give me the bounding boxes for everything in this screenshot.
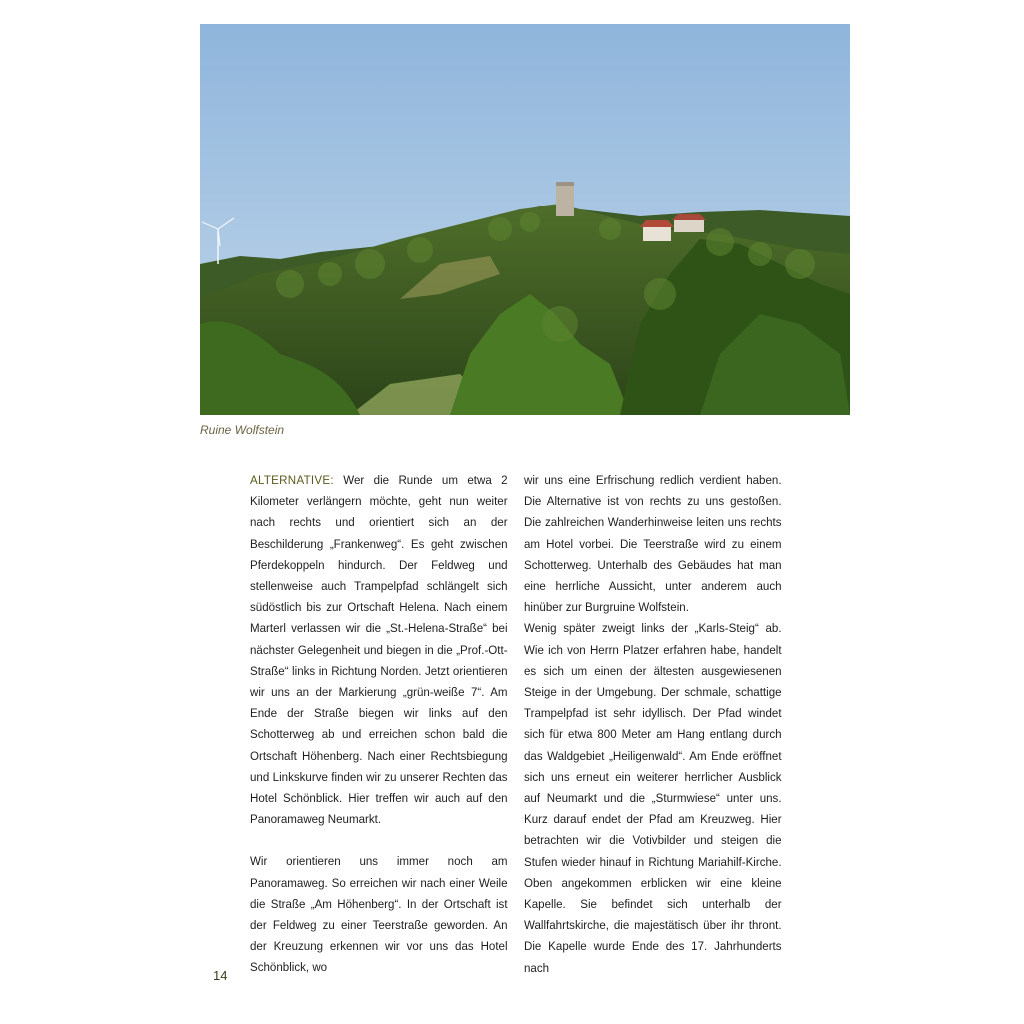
- paragraph: Wenig später zweigt links der „Karls-Steig“ ab. Wie ich von Herrn Platzer erfahren habe, handelt es sich um einen der ältesten ausgewiesenen Steige in der Umgebung. Der schmale, schattige Trampelpfad ist sehr idyllisch. Der Pfad windet sich für etwa 800 Meter am Hang entlang durch das Waldgebiet „Heiligenwald“. Am Ende eröffnet sich uns erneut ein weiterer herrlicher Ausblick auf Neumarkt und die „Sturmwiese“ unter uns. Kurz darauf endet der Pfad am Kreuzweg. Hier betrachten wir die Votivbilder und steigen die Stufen wieder hinauf in Richtung Mariahilf-Kirche. Oben angekommen erblicken wir eine kleine Kapelle. Sie befindet sich unterhalb der Wallfahrtskirche, die majestätisch über ihr thront. Die Kapelle wurde Ende des 17. Jahrhunderts nach: [524, 621, 782, 975]
- landscape-photo: [200, 24, 850, 415]
- paragraph: wir uns eine Erfrischung redlich verdient haben. Die Alternative ist von rechts zu uns gestoßen. Die zahlreichen Wanderhinweise leiten uns rechts am Hotel vorbei. Die Teerstraße wird zu einem Schotterweg. Unterhalb des Gebäudes hat man eine herrliche Aussicht, unter anderem auch hinüber zur Burgruine Wolfstein.: [524, 473, 782, 615]
- page-number: 14: [213, 968, 228, 983]
- section-lead: ALTERNATIVE:: [250, 473, 334, 487]
- photo-caption: Ruine Wolfstein: [200, 423, 285, 437]
- right-column: [524, 470, 782, 979]
- paragraph-text: Wer die Runde um etwa 2 Kilometer verlängern möchte, geht nun weiter nach rechts und orientiert sich an der Beschilderung „Frankenweg“. Es geht zwischen Pferdekoppeln hindurch. Der Feldweg und stellenweise auch Trampelpfad schlängelt sich südöstlich bis zur Ortschaft Helena. Nach einem Marterl verlassen wir die „St.-Helena-Straße“ bei nächster Gelegenheit und biegen in die „Prof.-Ott-Straße“ links in Richtung Norden. Jetzt orientieren wir uns an der Markierung „grün-weiße 7“. Am Ende der Straße biegen wir links auf den Schotterweg ab und erreichen schon bald die Ortschaft Höhenberg. Nach einer Rechtsbiegung und Linkskurve finden wir zu unserer Rechten das Hotel Schönblick. Hier treffen wir auch auf den Panoramaweg Neumarkt.: [250, 473, 508, 827]
- paragraph: [250, 470, 508, 830]
- paragraph: Wir orientieren uns immer noch am Panoramaweg. So erreichen wir nach einer Weile die Straße „Am Höhenberg“. In der Ortschaft ist der Feldweg zu einer Teerstraße geworden. An der Kreuzung erkennen wir vor uns das Hotel Schönblick, wo: [250, 854, 508, 975]
- left-column: [250, 470, 508, 979]
